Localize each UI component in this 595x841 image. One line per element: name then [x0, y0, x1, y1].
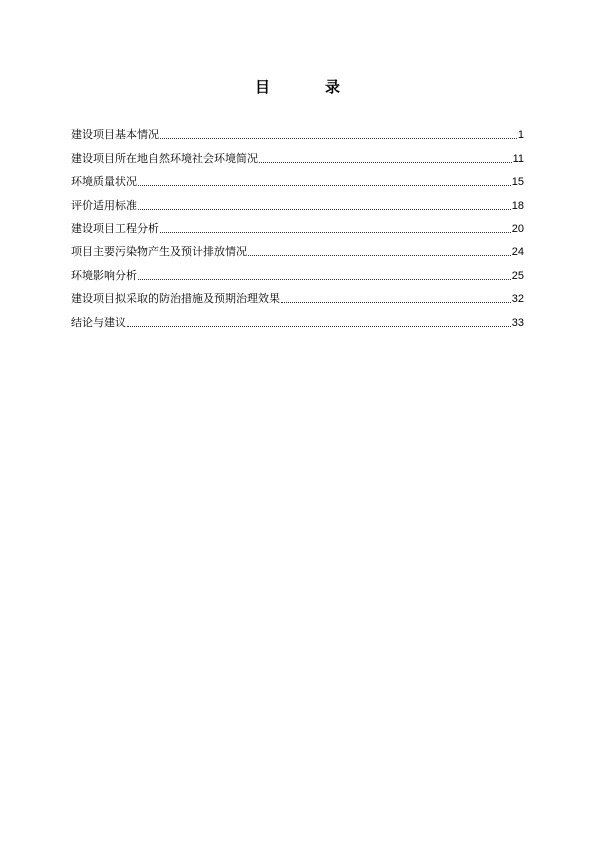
toc-entry-page-number: 18: [511, 199, 524, 212]
toc-entry-page-number: 20: [511, 222, 524, 235]
toc-entry-page-number: 1: [517, 129, 524, 142]
toc-entry-page-number: 11: [512, 152, 524, 165]
toc-dot-leader: [138, 185, 511, 186]
toc-entry-page-number: 15: [511, 176, 524, 189]
toc-entry[interactable]: [71, 259, 524, 282]
toc-dot-leader: [138, 279, 511, 280]
toc-dot-leader: [248, 255, 511, 256]
toc-entry[interactable]: [71, 213, 524, 236]
toc-entry[interactable]: [71, 236, 524, 259]
toc-title: 目 录: [254, 78, 360, 96]
toc-dot-leader: [281, 302, 511, 303]
toc-dot-leader: [160, 138, 517, 139]
toc-entry-label: 评价适用标准: [71, 198, 137, 212]
toc-entry[interactable]: [71, 306, 524, 329]
toc-dot-leader: [160, 232, 511, 233]
toc-dot-leader: [127, 326, 511, 327]
toc-entry-label: 项目主要污染物产生及预计排放情况: [71, 245, 247, 259]
toc-entry-page-number: 32: [511, 293, 524, 306]
toc-entry-label: 环境质量状况: [71, 175, 137, 189]
toc-entry[interactable]: [71, 189, 524, 212]
toc-entry-label: 建设项目工程分析: [71, 221, 159, 235]
toc-entry-label: 环境影响分析: [71, 268, 137, 282]
toc-entry-label: 建设项目基本情况: [71, 128, 159, 142]
toc-entry[interactable]: [71, 142, 524, 165]
toc-entry-page-number: 24: [511, 246, 524, 259]
toc-entry-label: 建设项目拟采取的防治措施及预期治理效果: [71, 292, 280, 306]
toc-entry[interactable]: [71, 119, 524, 142]
toc-entry[interactable]: [71, 166, 524, 189]
toc-entry-label: 结论与建议: [71, 315, 126, 329]
toc-dot-leader: [259, 162, 512, 163]
toc-entry-label: 建设项目所在地自然环境社会环境简况: [71, 151, 258, 165]
toc-list: [71, 119, 524, 330]
toc-entry-page-number: 25: [511, 269, 524, 282]
toc-entry-page-number: 33: [511, 316, 524, 329]
toc-dot-leader: [138, 209, 511, 210]
toc-entry[interactable]: [71, 283, 524, 306]
